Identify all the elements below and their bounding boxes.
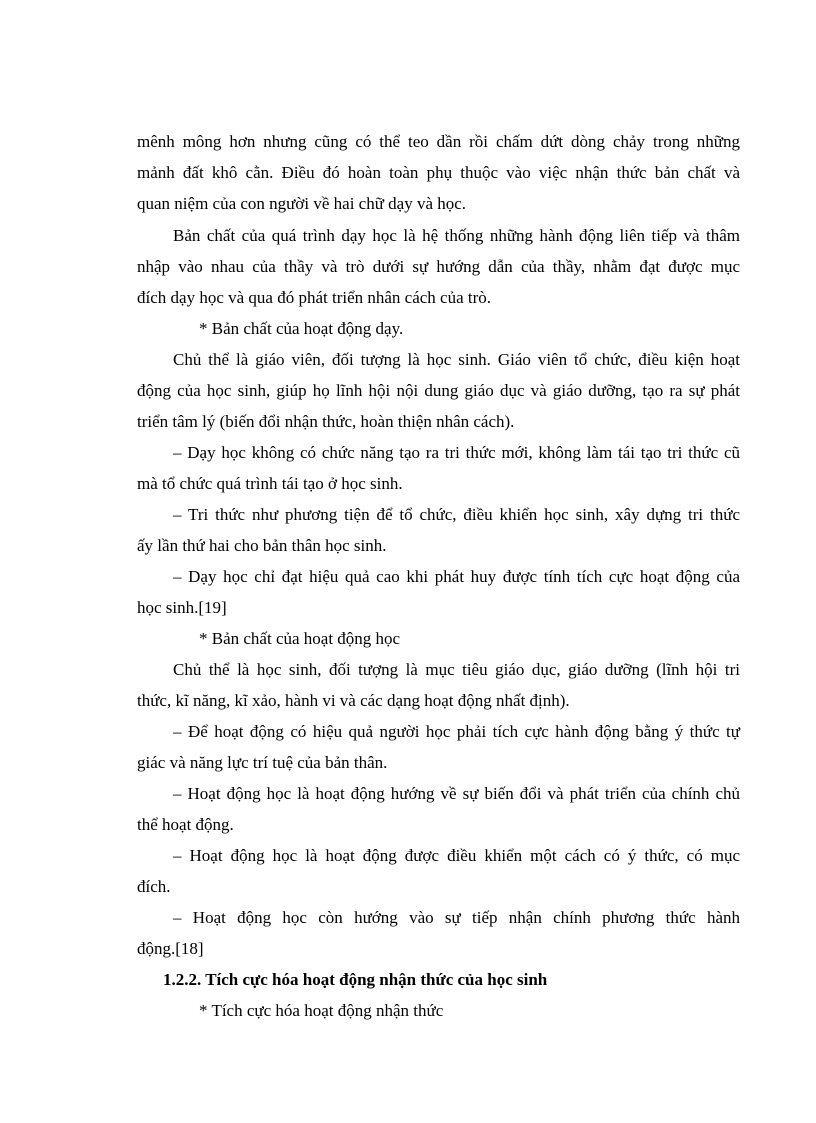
text-line: triển tâm lý (biến đổi nhận thức, hoàn thiện nhân cách). (137, 412, 515, 431)
text-line: quan niệm của con người về hai chữ dạy và học. (137, 194, 467, 213)
text-line: động của học sinh, giúp họ lĩnh hội nội dung giáo dục và giáo dưỡng, tạo ra sự phát (137, 381, 740, 400)
text-line: mà tổ chức quá trình tái tạo ở học sinh. (137, 474, 403, 493)
bullet-line: – Hoạt động học là hoạt động được điều khiển một cách có ý thức, có mục (173, 846, 740, 865)
subheading-learning: * Bản chất của hoạt động học (199, 629, 401, 648)
text-line: giác và năng lực trí tuệ của bản thân. (137, 753, 388, 772)
subheading-activation: * Tích cực hóa hoạt động nhận thức (199, 1001, 444, 1020)
bullet-line: – Dạy học không có chức năng tạo ra tri thức mới, không làm tái tạo tri thức cũ (173, 443, 740, 462)
paragraph-first-line: Chủ thể là giáo viên, đối tượng là học sinh. Giáo viên tổ chức, điều kiện hoạt (173, 350, 740, 369)
subheading-teaching: * Bản chất của hoạt động dạy. (199, 319, 404, 338)
paragraph-first-line: Bản chất của quá trình dạy học là hệ thống những hành động liên tiếp và thâm (173, 226, 740, 245)
text-line: nhập vào nhau của thầy và trò dưới sự hướng dẫn của thầy, nhằm đạt được mục (137, 257, 740, 276)
bullet-line: – Hoạt động học là hoạt động hướng về sự biến đổi và phát triển của chính chủ (173, 784, 740, 803)
bullet-line: – Hoạt động học còn hướng vào sự tiếp nhận chính phương thức hành (173, 908, 740, 927)
text-line: ấy lần thứ hai cho bản thân học sinh. (137, 536, 387, 555)
text-line: học sinh.[19] (137, 598, 227, 617)
paragraph-first-line: Chủ thể là học sinh, đối tượng là mục tiêu giáo dục, giáo dưỡng (lĩnh hội tri (173, 660, 740, 679)
bullet-line: – Tri thức như phương tiện để tổ chức, điều khiển học sinh, xây dựng tri thức (173, 505, 740, 524)
text-line: thể hoạt động. (137, 815, 234, 834)
text-line: động.[18] (137, 939, 204, 958)
text-line: đích dạy học và qua đó phát triển nhân cách của trò. (137, 288, 492, 307)
text-line: mênh mông hơn nhưng cũng có thể teo dần rồi chấm dứt dòng chảy trong những (137, 132, 740, 151)
section-heading: 1.2.2. Tích cực hóa hoạt động nhận thức của học sinh (163, 970, 548, 989)
text-line: thức, kĩ năng, kĩ xảo, hành vi và các dạng hoạt động nhất định). (137, 691, 570, 710)
text-line: mảnh đất khô cằn. Điều đó hoàn toàn phụ thuộc vào việc nhận thức bản chất và (137, 163, 740, 182)
text-line: đích. (137, 877, 171, 896)
bullet-line: – Để hoạt động có hiệu quả người học phải tích cực hành động bằng ý thức tự (173, 722, 740, 741)
bullet-line: – Dạy học chỉ đạt hiệu quả cao khi phát huy được tính tích cực hoạt động của (173, 567, 740, 586)
